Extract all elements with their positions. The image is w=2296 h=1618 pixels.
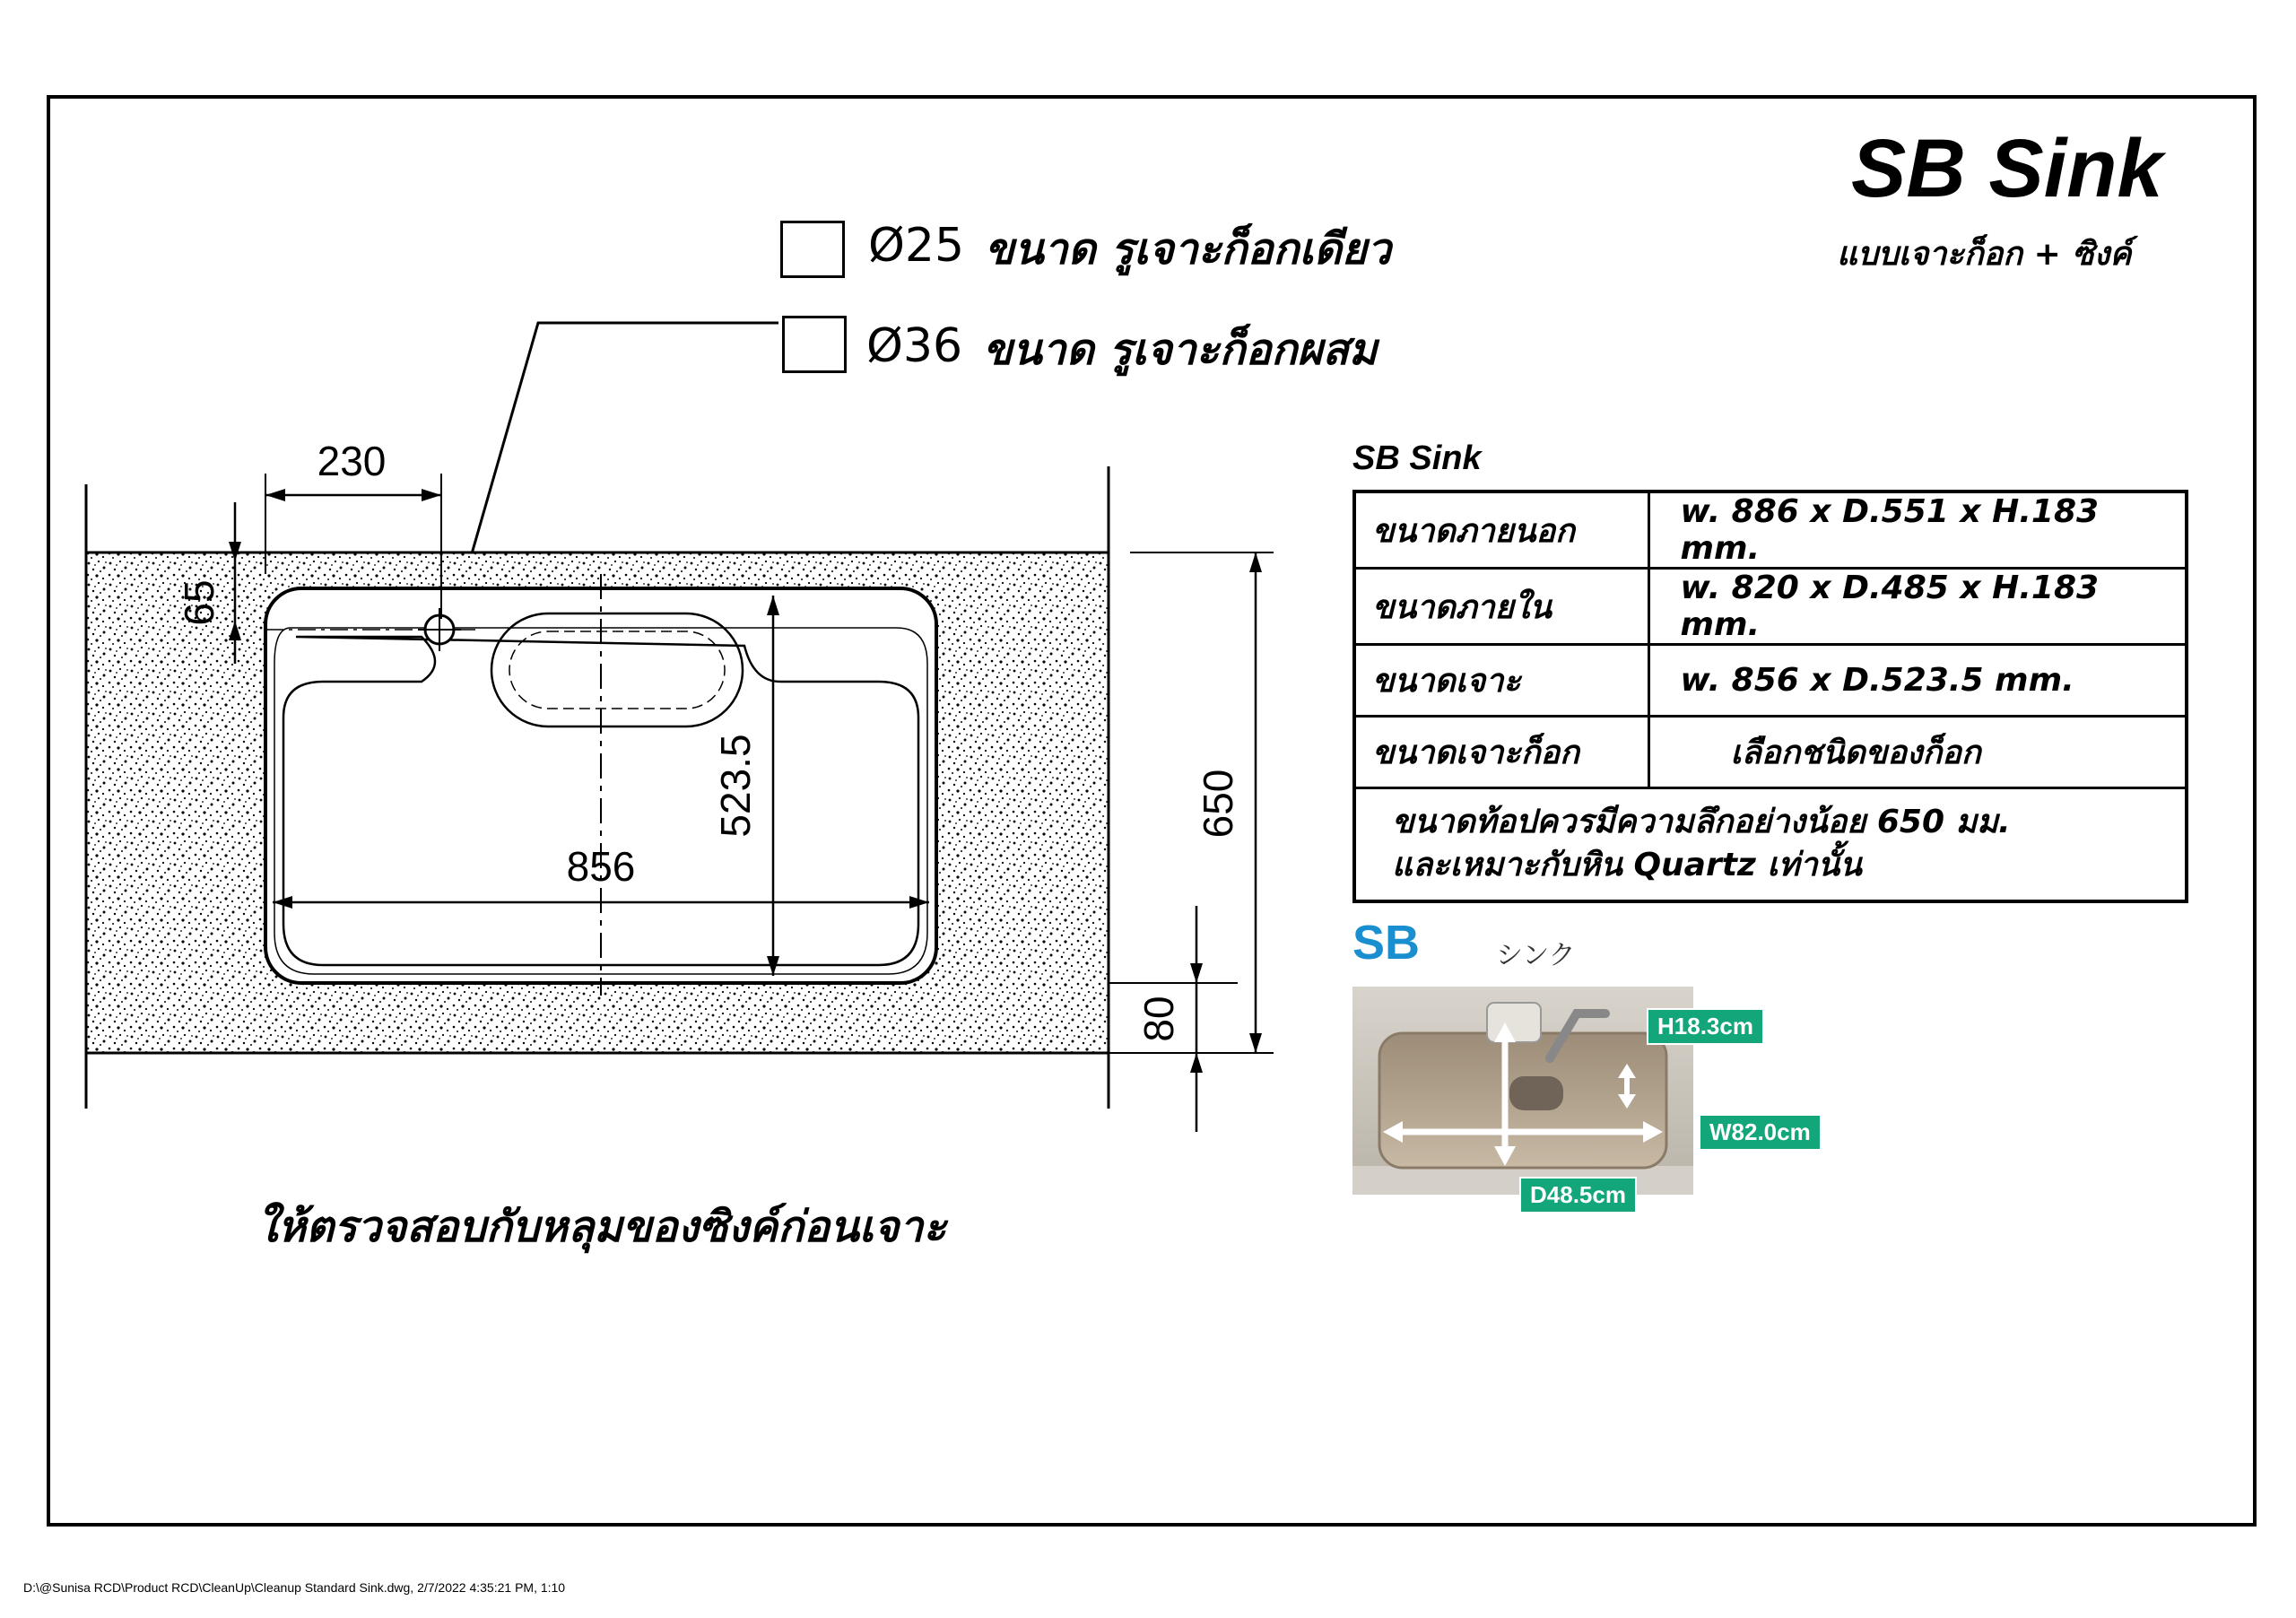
spec-key: ขนาดเจาะ bbox=[1354, 645, 1648, 717]
spec-value: เลือกชนิดของก็อก bbox=[1648, 717, 2187, 788]
file-path-footer: D:\@Sunisa RCD\Product RCD\CleanUp\Cleanup Standard Sink.dwg, 2/7/2022 4:35:21 PM, 1:10 bbox=[23, 1580, 566, 1595]
spec-caption: SB Sink bbox=[1352, 439, 1482, 477]
table-row bbox=[1354, 645, 2187, 717]
sb-logo: SB bbox=[1352, 916, 1421, 970]
dim-counter-depth: 650 bbox=[1195, 769, 1241, 839]
dim-offset-y: 65 bbox=[176, 579, 222, 626]
sb-jp-label: シンク bbox=[1496, 940, 1576, 971]
table-row bbox=[1354, 491, 2187, 569]
page-subtitle: แบบเจาะก็อก + ซิงค์ bbox=[1837, 236, 2132, 273]
spec-note-line2: และเหมาะกับหิน Quartz เท่านั้น bbox=[1392, 847, 1862, 884]
dim-offset-x: 230 bbox=[317, 438, 387, 484]
spec-note-line1: ขนาดท้อปควรมีความลึกอย่างน้อย 650 มม. bbox=[1392, 804, 2011, 841]
spec-key: ขนาดภายใน bbox=[1354, 569, 1648, 645]
dim-cut-width: 856 bbox=[566, 843, 636, 890]
spec-value: w. 820 x D.485 x H.183 mm. bbox=[1648, 569, 2187, 645]
spec-value: w. 886 x D.551 x H.183 mm. bbox=[1648, 491, 2187, 569]
dim-front-gap: 80 bbox=[1135, 996, 1182, 1042]
product-photo bbox=[1352, 987, 1693, 1195]
table-row bbox=[1354, 717, 2187, 788]
dim-cut-depth: 523.5 bbox=[712, 734, 759, 838]
table-row bbox=[1354, 788, 2187, 901]
width-badge: W82.0cm bbox=[1699, 1114, 1822, 1151]
faucet-single-label: ขนาด รูเจาะก็อกเดียว bbox=[985, 224, 1392, 274]
drilling-note: ให้ตรวจสอบกับหลุมของซิงค์ก่อนเจาะ bbox=[257, 1202, 947, 1252]
spec-key: ขนาดเจาะก็อก bbox=[1354, 717, 1648, 788]
faucet-mixer-label: ขนาด รูเจาะก็อกผสม bbox=[983, 325, 1378, 375]
faucet-single-diameter: Ø25 bbox=[868, 219, 965, 273]
spec-table bbox=[1352, 490, 2188, 903]
spec-note bbox=[1354, 788, 2187, 901]
spec-key: ขนาดภายนอก bbox=[1354, 491, 1648, 569]
table-row bbox=[1354, 569, 2187, 645]
depth-badge: D48.5cm bbox=[1519, 1177, 1637, 1214]
page-title: SB Sink bbox=[1851, 123, 2163, 214]
faucet-mixer-diameter: Ø36 bbox=[866, 319, 963, 373]
spec-value: w. 856 x D.523.5 mm. bbox=[1648, 645, 2187, 717]
height-badge: H18.3cm bbox=[1647, 1008, 1764, 1045]
